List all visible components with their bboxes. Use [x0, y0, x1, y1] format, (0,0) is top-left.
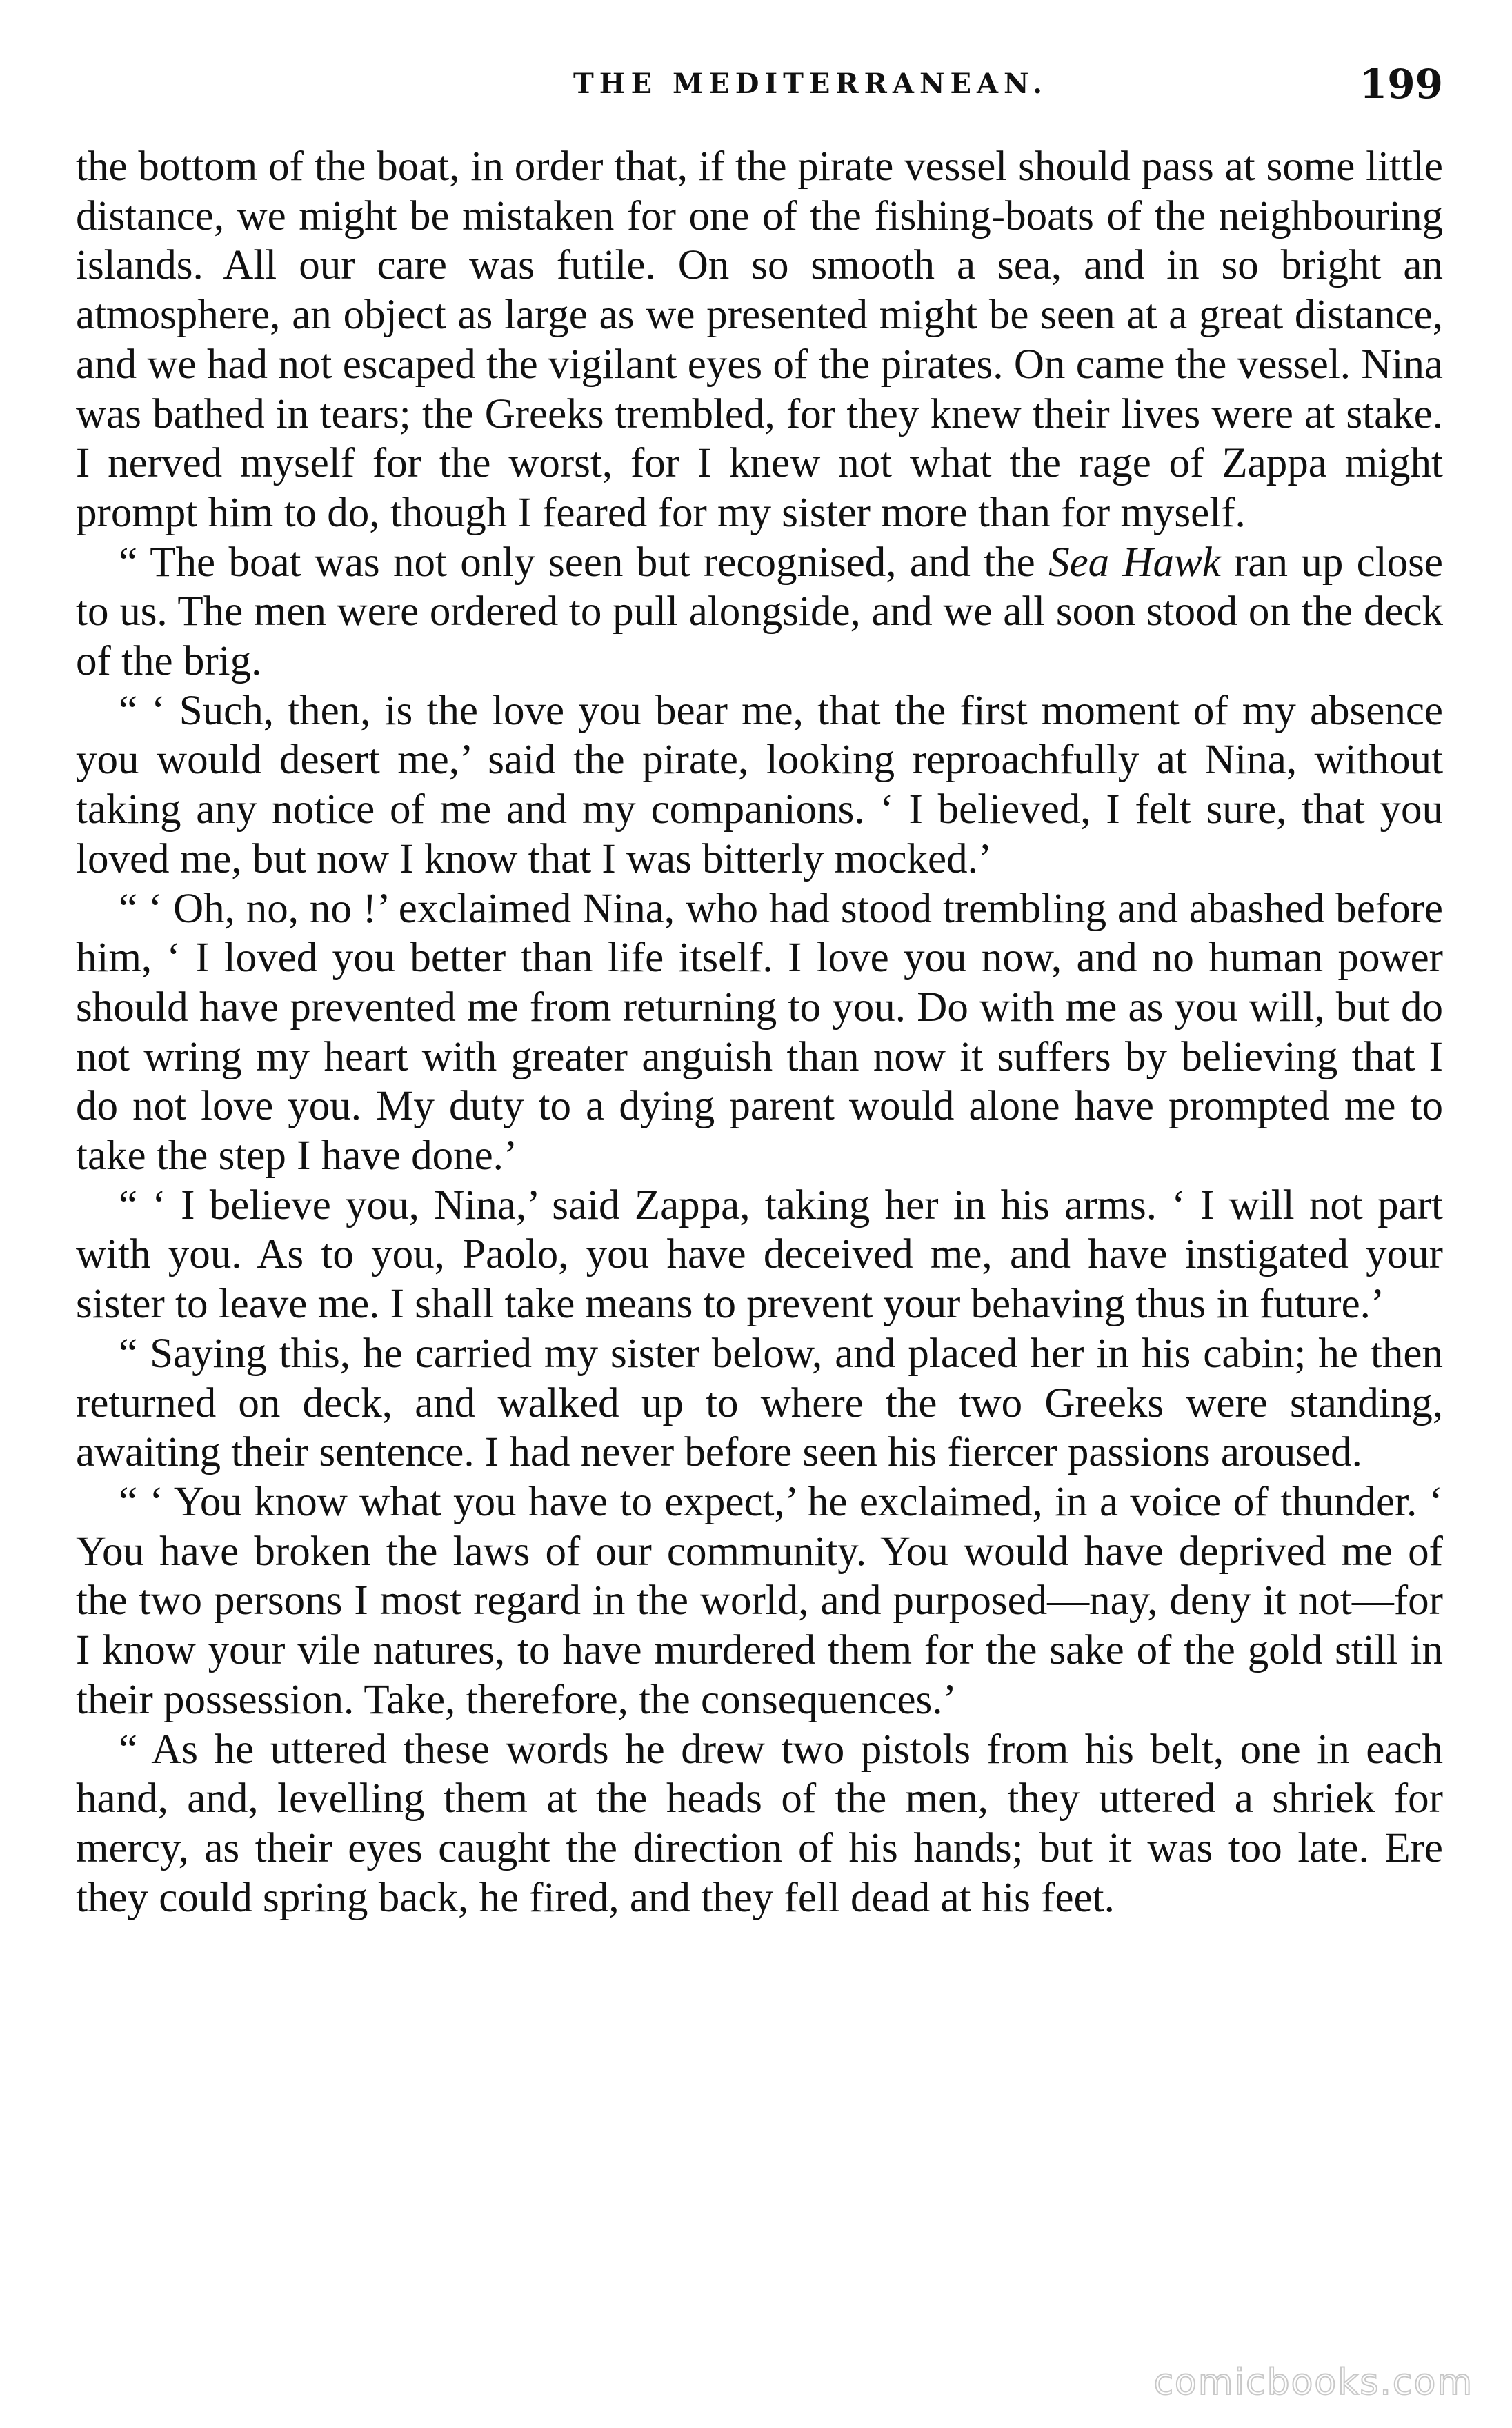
paragraph-1	[76, 142, 1443, 538]
paragraph-8	[76, 1725, 1443, 1923]
paragraph-text: “ ‘ Oh, no, no !’ exclaimed Nina, who had stood trembling and abashed before him, ‘ I loved you better than life itself. I love you now, and no human power should have prevented me from returning to you. Do with me as you will, but do not wring my heart with greater anguish than now it suffers by believing that I do not love you. My duty to a dying parent would alone have prompted me to take the step I have done.’	[76, 885, 1443, 1180]
paragraph-4	[76, 884, 1443, 1181]
paragraph-6	[76, 1329, 1443, 1477]
paragraph-text: “ ‘ Such, then, is the love you bear me, that the first moment of my absence you would desert me,’ said the pirate, looking reproachfully at Nina, without taking any notice of me and my companions. ‘ I believed, I felt sure, that you loved me, but now I know that I was bitterly mocked.’	[76, 687, 1443, 882]
ship-name-italic: Sea Hawk	[1048, 539, 1221, 586]
paragraph-3	[76, 686, 1443, 884]
page-number: 199	[1359, 61, 1443, 108]
paragraph-text: the bottom of the boat, in order that, if the pirate vessel should pass at some little distance, we might be mistaken for one of the fishing-boats of the neighbouring islands. All our care was futile. On so smooth a sea, and in so bright an atmosphere, an object as large as we presented might be seen at a great distance, and we had not escaped the vigilant eyes of the pirates. On came the vessel. Nina was bathed in tears; the Greeks trembled, for they knew their lives were at stake. I nerved myself for the worst, for I knew not what the rage of Zappa might prompt him to do, though I feared for my sister more than for myself.	[76, 143, 1443, 536]
paragraph-text: “ Saying this, he carried my sister below, and placed her in his cabin; he then returned on deck, and walked up to where the two Greeks were standing, awaiting their sentence. I had never before seen his fiercer passions aroused.	[76, 1330, 1443, 1476]
paragraph-text: “ ‘ I believe you, Nina,’ said Zappa, taking her in his arms. ‘ I will not part with you. As to you, Paolo, you have deceived me, and have instigated your sister to leave me. I shall take means to prevent your behaving thus in future.’	[76, 1182, 1443, 1328]
paragraph-text: “ The boat was not only seen but recognised, and the	[119, 539, 1049, 586]
paragraph-text: “ ‘ You know what you have to expect,’ he exclaimed, in a voice of thunder. ‘ You have broken the laws of our community. You would have deprived me of the two persons I most regard in the world, and purposed—nay, deny it not—for I know your vile natures, to have murdered them for the sake of the gold still in their possession. Take, therefore, the consequences.’	[76, 1478, 1443, 1723]
paragraph-2	[76, 538, 1443, 686]
paragraph-text: “ As he uttered these words he drew two pistols from his belt, one in each hand, and, levelling them at the heads of the men, they uttered a shriek for mercy, as their eyes caught the direction of his hands; but it was too late. Ere they could spring back, he fired, and they fell dead at his feet.	[76, 1726, 1443, 1921]
paragraph-5	[76, 1181, 1443, 1329]
watermark: comicbooks.com	[1153, 2362, 1473, 2403]
paragraph-text: ran up close to us. The men were ordered to pull alongside, and we all soon stood on the deck of the brig.	[76, 539, 1443, 685]
running-head	[76, 61, 1449, 123]
body-text	[76, 142, 1443, 1922]
paragraph-7	[76, 1477, 1443, 1725]
running-title: THE MEDITERRANEAN.	[573, 68, 1048, 100]
